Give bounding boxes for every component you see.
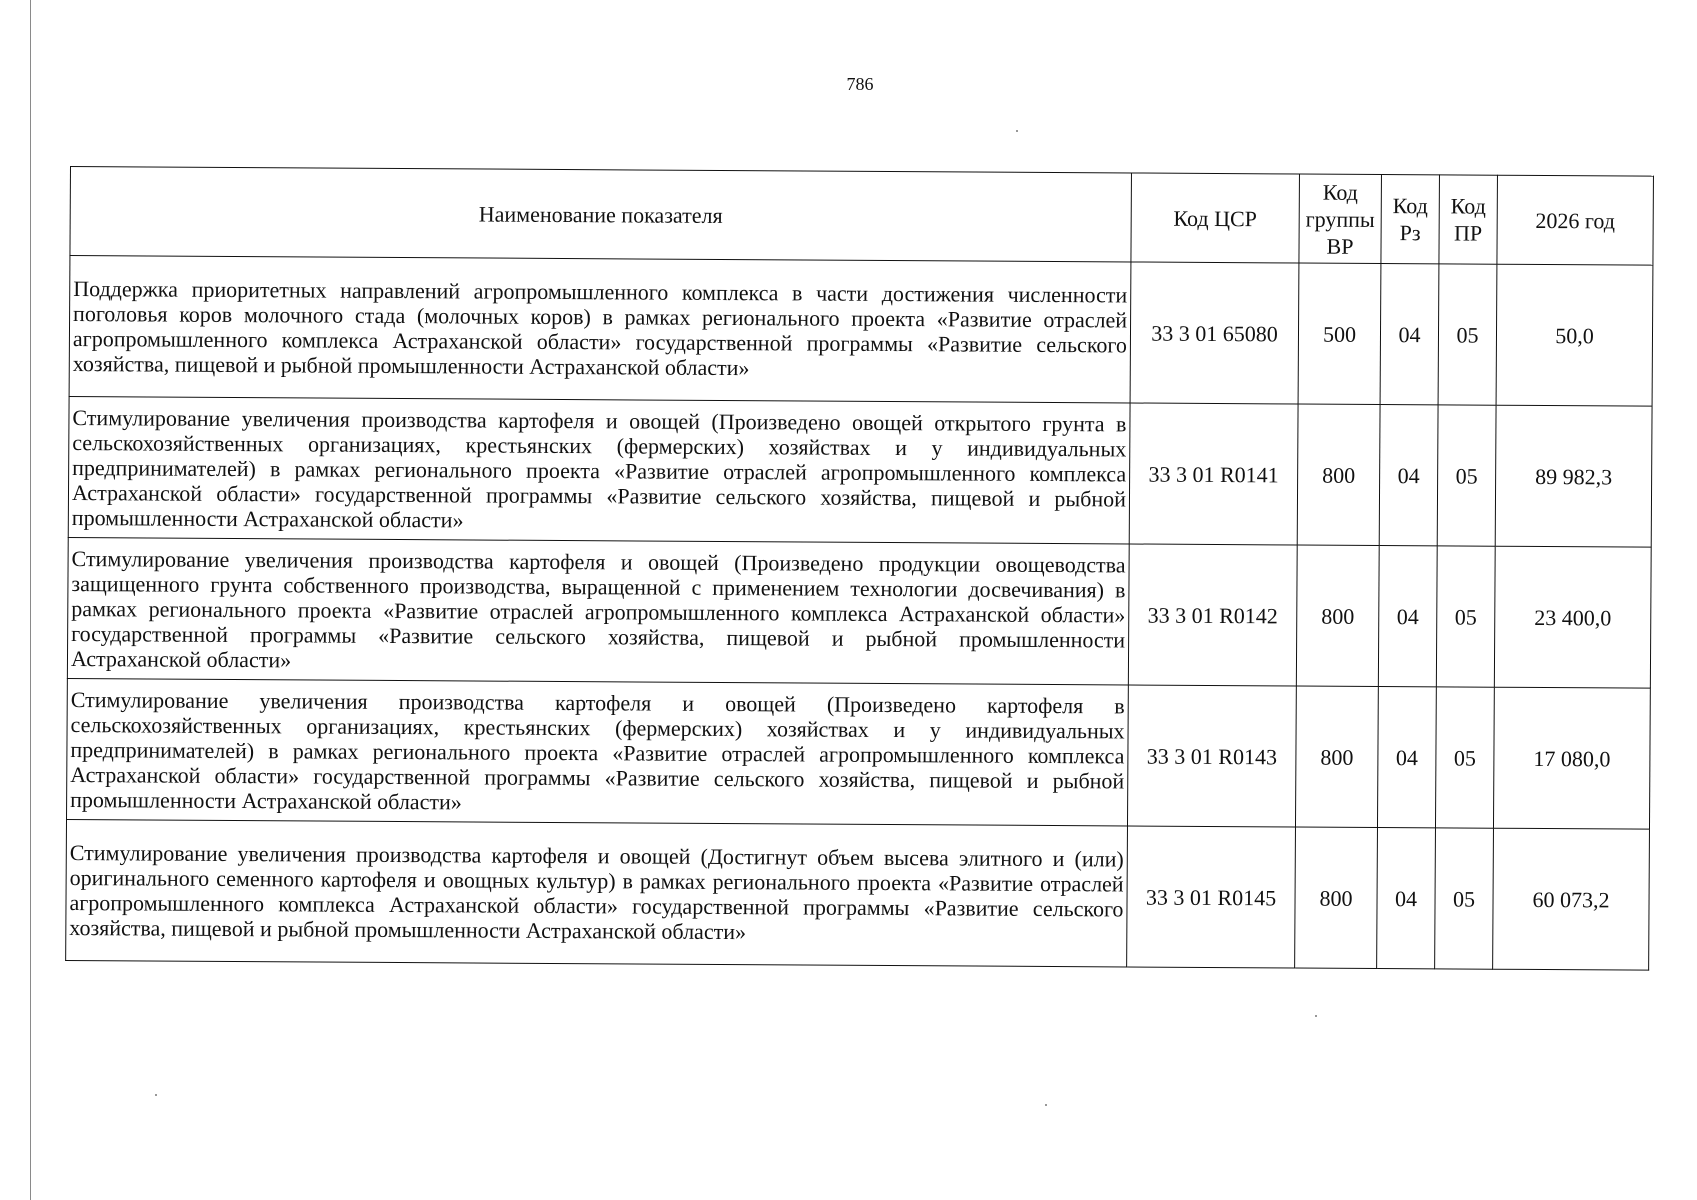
amount-cell: 17 080,0 xyxy=(1493,687,1650,829)
indicator-name-cell: Стимулирование увеличения производства картофеля и овощей (Достигнут объем высева элитного и (или) оригинального семенного картофеля и овощных культур) в рамках регионального проекта «Развитие отраслей агропромышленного комплекса Астраханской области» государственной программы «Развитие сельского хозяйства, пищевой и рыбной промышленности Астраханской области» xyxy=(66,819,1128,966)
vr-code-cell: 500 xyxy=(1298,263,1381,404)
header-pr-code: Код ПР xyxy=(1439,175,1498,264)
pr-code-cell: 05 xyxy=(1437,405,1496,546)
scan-edge-line xyxy=(30,0,31,1200)
indicator-name-cell: Стимулирование увеличения производства картофеля и овощей (Произведено картофеля в сельскохозяйственных организациях, крестьянских (фермерских) хозяйствах и у индивидуальных предпринимателей) в рамках регионального проекта «Развитие отраслей агропромышленного комплекса Астраханской области» государственной программы «Развитие сельского хозяйства, пищевой и рыбной промышленности Астраханской области» xyxy=(67,678,1129,825)
page-number: 786 xyxy=(846,74,874,94)
rz-code-cell: 04 xyxy=(1377,827,1436,968)
rz-code-cell: 04 xyxy=(1377,687,1436,828)
header-csr-code: Код ЦСР xyxy=(1131,173,1300,263)
pr-code-cell: 05 xyxy=(1438,264,1497,405)
csr-code-cell: 33 3 01 R0142 xyxy=(1128,544,1297,686)
header-indicator-name: Наименование показателя xyxy=(70,167,1132,262)
amount-cell: 89 982,3 xyxy=(1495,405,1652,547)
indicator-name-cell: Стимулирование увеличения производства картофеля и овощей (Произведено овощей открытого грунта в сельскохозяйственных организациях, крестьянских (фермерских) хозяйствах и у индивидуальных предпринимателей) в рамках регионального проекта «Развитие отраслей агропромышленного комплекса Астраханской области» государственной программы «Развитие сельского хозяйства, пищевой и рыбной промышленности Астраханской области» xyxy=(68,396,1130,543)
vr-code-cell: 800 xyxy=(1296,545,1379,686)
indicator-name-cell: Поддержка приоритетных направлений агропромышленного комплекса в части достижения численности поголовья коров молочного стада (молочных коров) в рамках регионального проекта «Развитие отраслей агропромышленного комплекса Астраханской области» государственной программы «Развитие сельского хозяйства, пищевой и рыбной промышленности Астраханской области» xyxy=(69,256,1131,403)
header-vr-group-code: Код группы ВР xyxy=(1299,174,1382,263)
table-row xyxy=(67,678,1651,829)
pr-code-cell: 05 xyxy=(1436,546,1495,687)
scan-speck xyxy=(1045,1104,1047,1106)
indicator-name-cell: Стимулирование увеличения производства картофеля и овощей (Произведено продукции овощеводства защищенного грунта собственного производства, выращенной с применением технологии досвечивания) в рамках регионального проекта «Развитие отраслей агропромышленного комплекса Астраханской области» государственной программы «Развитие сельского хозяйства, пищевой и рыбной промышленности Астраханской области» xyxy=(67,537,1129,684)
scan-speck xyxy=(155,1094,157,1096)
csr-code-cell: 33 3 01 65080 xyxy=(1130,262,1299,404)
amount-cell: 50,0 xyxy=(1496,264,1653,406)
table-header-row xyxy=(70,167,1654,266)
amount-cell: 23 400,0 xyxy=(1494,546,1651,688)
table-row xyxy=(68,396,1652,547)
vr-code-cell: 800 xyxy=(1295,686,1378,827)
rz-code-cell: 04 xyxy=(1380,264,1439,405)
rz-code-cell: 04 xyxy=(1379,405,1438,546)
table-row xyxy=(67,537,1651,688)
rz-code-cell: 04 xyxy=(1378,546,1437,687)
pr-code-cell: 05 xyxy=(1435,687,1494,828)
amount-cell: 60 073,2 xyxy=(1493,828,1650,970)
header-year-2026: 2026 год xyxy=(1497,175,1654,265)
table-row xyxy=(69,256,1653,407)
csr-code-cell: 33 3 01 R0141 xyxy=(1129,403,1298,545)
scan-speck xyxy=(1016,130,1018,132)
vr-code-cell: 800 xyxy=(1295,827,1378,968)
header-rz-code: Код Рз xyxy=(1381,175,1440,264)
vr-code-cell: 800 xyxy=(1297,404,1380,545)
budget-table xyxy=(65,166,1654,971)
pr-code-cell: 05 xyxy=(1435,828,1494,969)
csr-code-cell: 33 3 01 R0145 xyxy=(1127,826,1296,968)
csr-code-cell: 33 3 01 R0143 xyxy=(1127,685,1296,827)
table-row xyxy=(66,819,1650,970)
scan-speck xyxy=(1315,1015,1317,1017)
